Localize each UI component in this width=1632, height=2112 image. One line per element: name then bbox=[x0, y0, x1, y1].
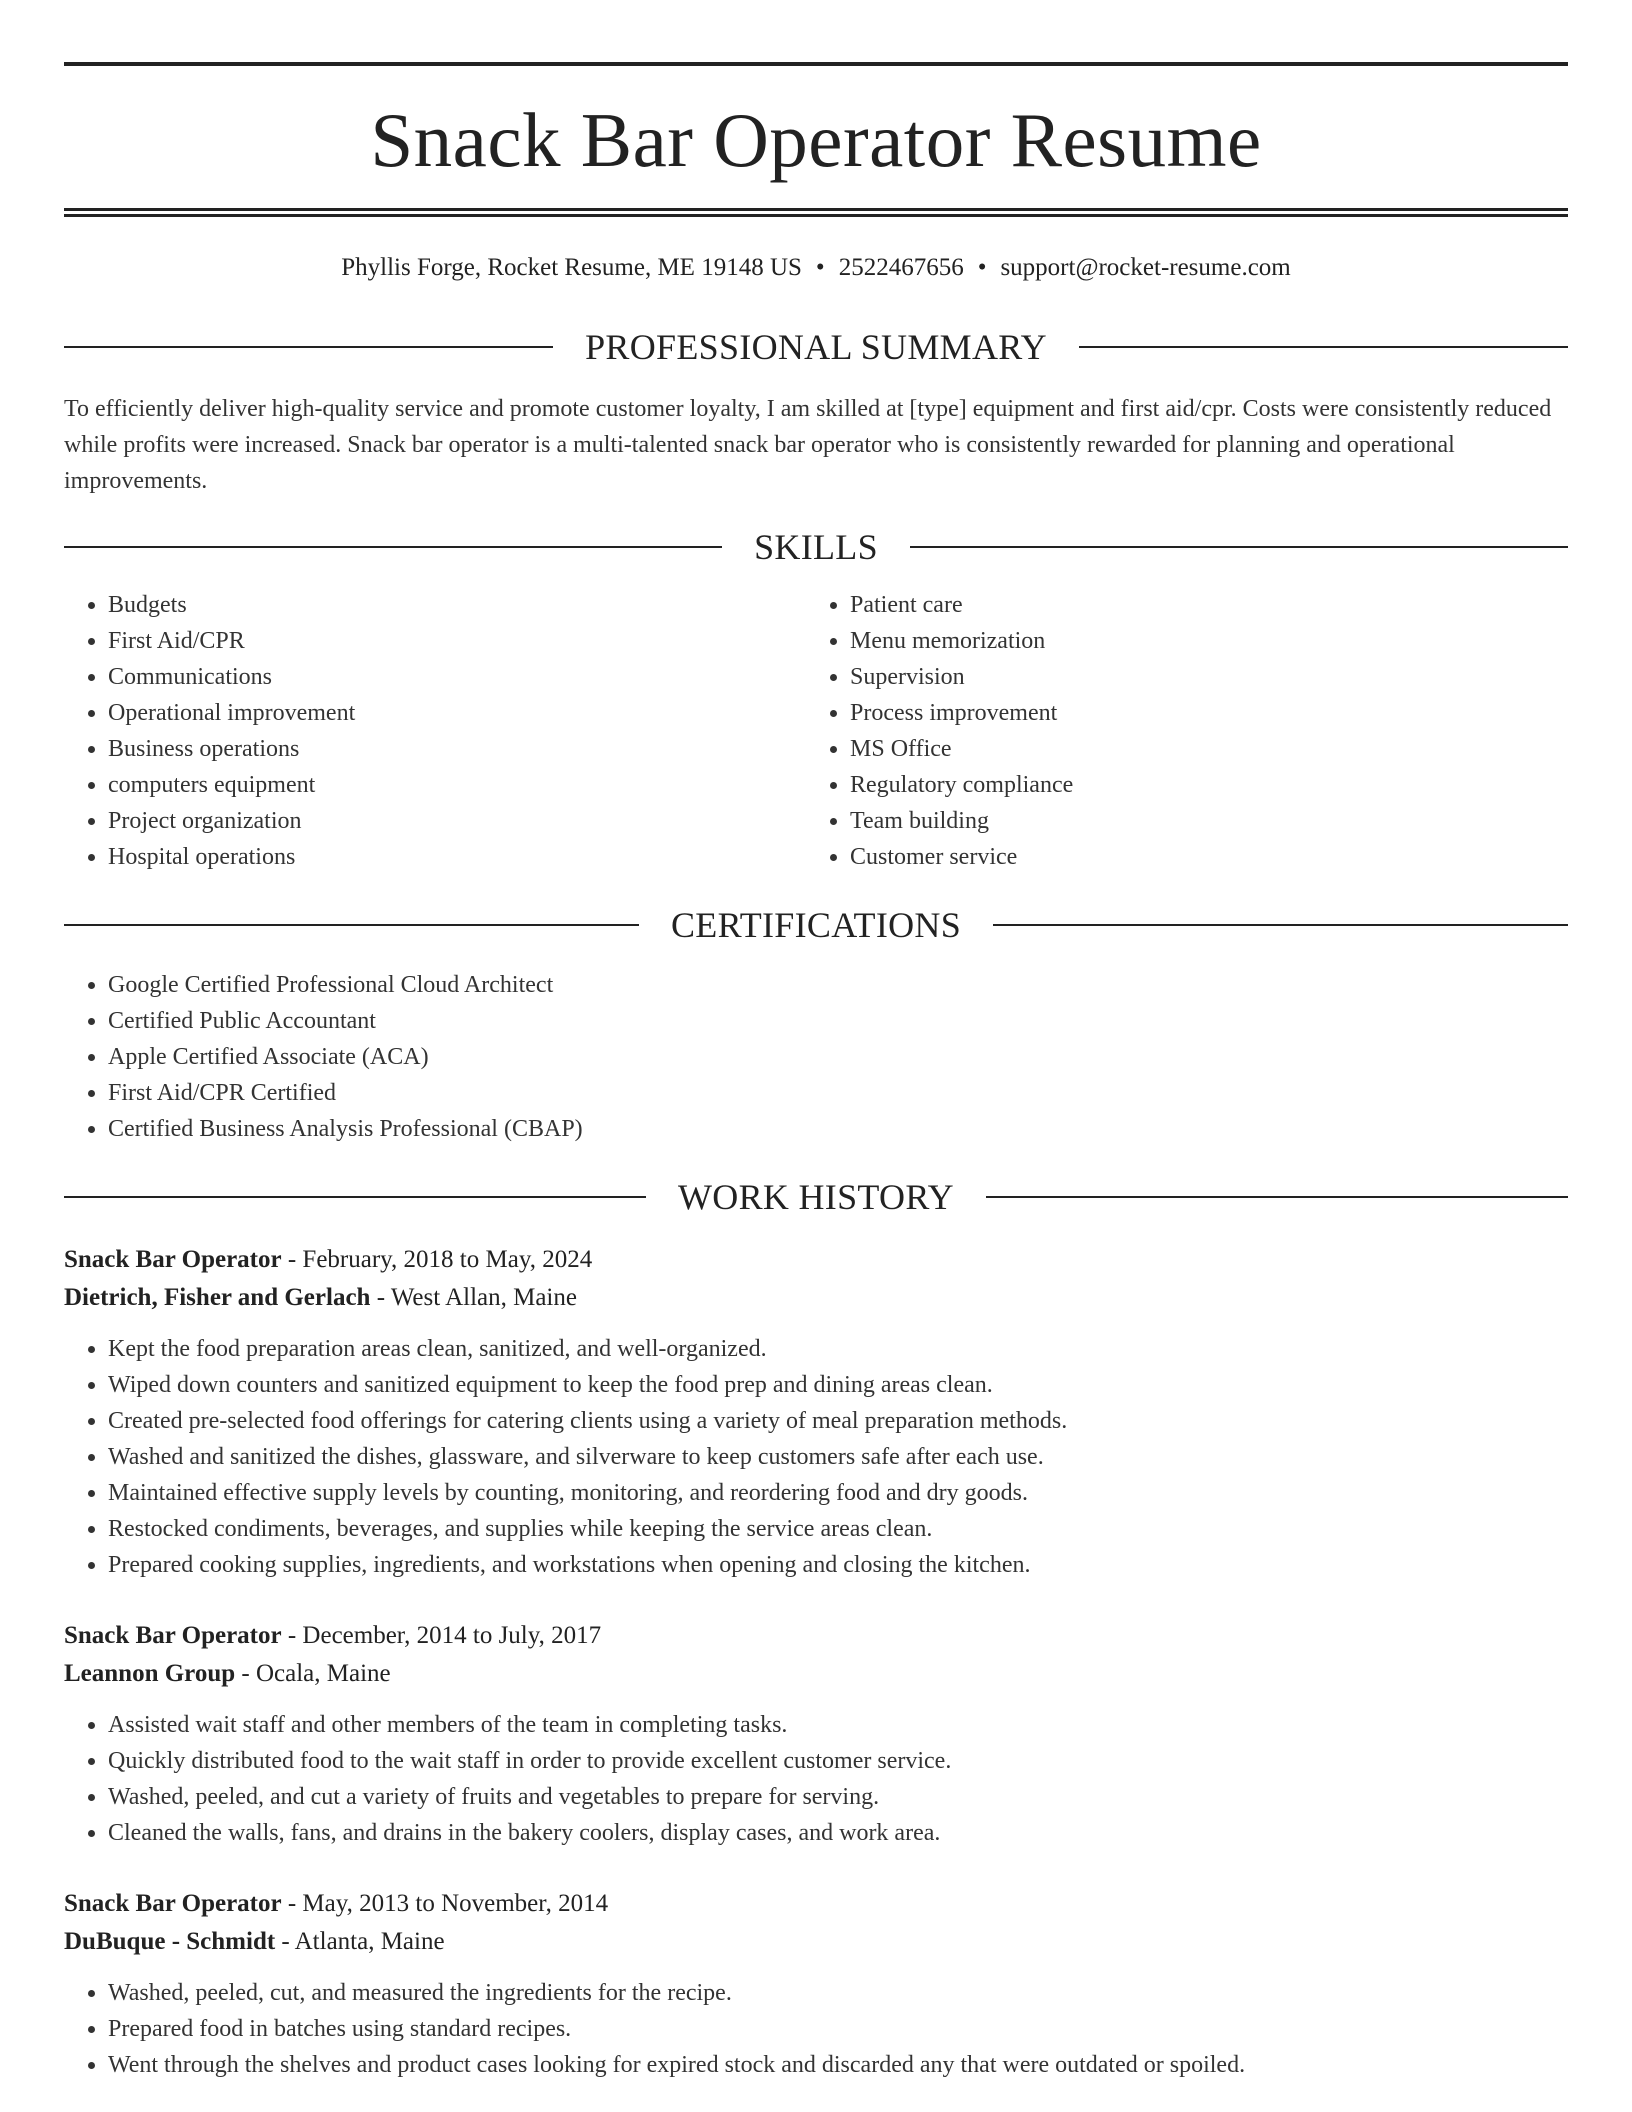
job-duty-item: • Went through the shelves and product cases looking for expired stock and discarded any that were outdated or spoiled. bbox=[108, 2047, 1568, 2083]
skill-item: • Patient care bbox=[850, 587, 1548, 623]
section-rule bbox=[64, 546, 722, 548]
job-duty-item: • Washed, peeled, and cut a variety of fruits and vegetables to prepare for serving. bbox=[108, 1779, 1568, 1815]
job-dates: - February, 2018 to May, 2024 bbox=[281, 1246, 593, 1273]
contact-email: support@rocket-resume.com bbox=[1000, 254, 1291, 281]
skill-item: • First Aid/CPR bbox=[108, 623, 806, 659]
job-duties-list bbox=[64, 1707, 1568, 1851]
skill-item: • Process improvement bbox=[850, 695, 1548, 731]
contact-line bbox=[64, 253, 1568, 283]
job-title-line bbox=[64, 1617, 1568, 1655]
job-entry bbox=[64, 1617, 1568, 1851]
job-duty-item: • Wiped down counters and sanitized equipment to keep the food prep and dining areas clean. bbox=[108, 1367, 1568, 1403]
skill-item: • MS Office bbox=[850, 731, 1548, 767]
job-location: - Ocala, Maine bbox=[235, 1660, 391, 1687]
job-entry bbox=[64, 1885, 1568, 2083]
certification-item: • Google Certified Professional Cloud Architect bbox=[108, 967, 1568, 1003]
certification-item: • Certified Public Accountant bbox=[108, 1003, 1568, 1039]
certification-item: • Apple Certified Associate (ACA) bbox=[108, 1039, 1568, 1075]
job-location: - West Allan, Maine bbox=[370, 1284, 577, 1311]
contact-phone: 2522467656 bbox=[838, 254, 964, 281]
summary-text: To efficiently deliver high-quality service and promote customer loyalty, I am skilled at [type] equipment and first aid/cpr. Costs were consistently reduced while profits were increased. Snack bar operator is a multi-talented snack bar operator who is consistently rewarded for planning and operational improvements. bbox=[64, 396, 1552, 494]
section-title: SKILLS bbox=[754, 527, 878, 567]
job-duty-item: • Quickly distributed food to the wait staff in order to provide excellent customer service. bbox=[108, 1743, 1568, 1779]
job-duty-item: • Maintained effective supply levels by counting, monitoring, and reordering food and dry goods. bbox=[108, 1475, 1568, 1511]
resume-page bbox=[64, 62, 1568, 2083]
job-company: Leannon Group bbox=[64, 1660, 236, 1687]
section-title: CERTIFICATIONS bbox=[670, 905, 962, 945]
skill-item: • Supervision bbox=[850, 659, 1548, 695]
certification-item: • First Aid/CPR Certified bbox=[108, 1075, 1568, 1111]
job-company: Dietrich, Fisher and Gerlach bbox=[64, 1284, 371, 1311]
section-header-certifications bbox=[64, 907, 1568, 943]
skill-item: • Communications bbox=[108, 659, 806, 695]
page-title: Snack Bar Operator Resume bbox=[370, 97, 1262, 183]
job-entry bbox=[64, 1241, 1568, 1583]
job-dates: - December, 2014 to July, 2017 bbox=[281, 1622, 602, 1649]
title-double-rule bbox=[64, 208, 1568, 217]
top-rule bbox=[64, 62, 1568, 66]
job-duty-item: • Cleaned the walls, fans, and drains in the bakery coolers, display cases, and work area. bbox=[108, 1815, 1568, 1851]
skill-item: • Team building bbox=[850, 803, 1548, 839]
section-title: WORK HISTORY bbox=[678, 1177, 954, 1217]
section-rule bbox=[986, 1196, 1568, 1198]
section-header-work-history bbox=[64, 1179, 1568, 1215]
job-duties-list bbox=[64, 1975, 1568, 2083]
section-rule bbox=[64, 346, 553, 348]
section-header-skills bbox=[64, 529, 1568, 565]
section-rule bbox=[64, 1196, 646, 1198]
job-company-line bbox=[64, 1655, 1568, 1693]
job-duty-item: • Kept the food preparation areas clean, sanitized, and well-organized. bbox=[108, 1331, 1568, 1367]
skill-item: • Operational improvement bbox=[108, 695, 806, 731]
skill-item: • computers equipment bbox=[108, 767, 806, 803]
job-duty-item: • Prepared cooking supplies, ingredients, and workstations when opening and closing the kitchen. bbox=[108, 1547, 1568, 1583]
job-company-line bbox=[64, 1923, 1568, 1961]
contact-address: Phyllis Forge, Rocket Resume, ME 19148 US bbox=[341, 254, 802, 281]
job-role: Snack Bar Operator bbox=[64, 1622, 282, 1649]
contact-separator: • bbox=[815, 254, 825, 281]
job-company: DuBuque - Schmidt bbox=[64, 1928, 276, 1955]
skill-item: • Budgets bbox=[108, 587, 806, 623]
job-duties-list bbox=[64, 1331, 1568, 1583]
skills-list bbox=[64, 587, 1568, 875]
skill-item: • Menu memorization bbox=[850, 623, 1548, 659]
contact-separator: • bbox=[977, 254, 987, 281]
job-duty-item: • Prepared food in batches using standard recipes. bbox=[108, 2011, 1568, 2047]
job-title-line bbox=[64, 1885, 1568, 1923]
skill-item: • Business operations bbox=[108, 731, 806, 767]
skill-item: • Customer service bbox=[850, 839, 1548, 875]
section-header-summary bbox=[64, 329, 1568, 365]
job-duty-item: • Restocked condiments, beverages, and supplies while keeping the service areas clean. bbox=[108, 1511, 1568, 1547]
job-company-line bbox=[64, 1279, 1568, 1317]
job-role: Snack Bar Operator bbox=[64, 1246, 282, 1273]
section-rule bbox=[64, 924, 639, 926]
job-role: Snack Bar Operator bbox=[64, 1890, 282, 1917]
job-duty-item: • Washed and sanitized the dishes, glassware, and silverware to keep customers safe after each use. bbox=[108, 1439, 1568, 1475]
job-duty-item: • Created pre-selected food offerings for catering clients using a variety of meal preparation methods. bbox=[108, 1403, 1568, 1439]
certifications-list bbox=[64, 967, 1568, 1147]
section-rule bbox=[993, 924, 1568, 926]
section-title: PROFESSIONAL SUMMARY bbox=[585, 327, 1047, 367]
job-duty-item: • Assisted wait staff and other members of the team in completing tasks. bbox=[108, 1707, 1568, 1743]
section-rule bbox=[910, 546, 1568, 548]
skills-column-left bbox=[64, 587, 806, 875]
work-history-list bbox=[64, 1241, 1568, 2083]
job-dates: - May, 2013 to November, 2014 bbox=[281, 1890, 609, 1917]
job-duty-item: • Washed, peeled, cut, and measured the ingredients for the recipe. bbox=[108, 1975, 1568, 2011]
job-title-line bbox=[64, 1241, 1568, 1279]
job-location: - Atlanta, Maine bbox=[275, 1928, 445, 1955]
skills-column-right bbox=[806, 587, 1548, 875]
skill-item: • Regulatory compliance bbox=[850, 767, 1548, 803]
skill-item: • Project organization bbox=[108, 803, 806, 839]
certification-item: • Certified Business Analysis Professional (CBAP) bbox=[108, 1111, 1568, 1147]
skill-item: • Hospital operations bbox=[108, 839, 806, 875]
section-rule bbox=[1079, 346, 1568, 348]
